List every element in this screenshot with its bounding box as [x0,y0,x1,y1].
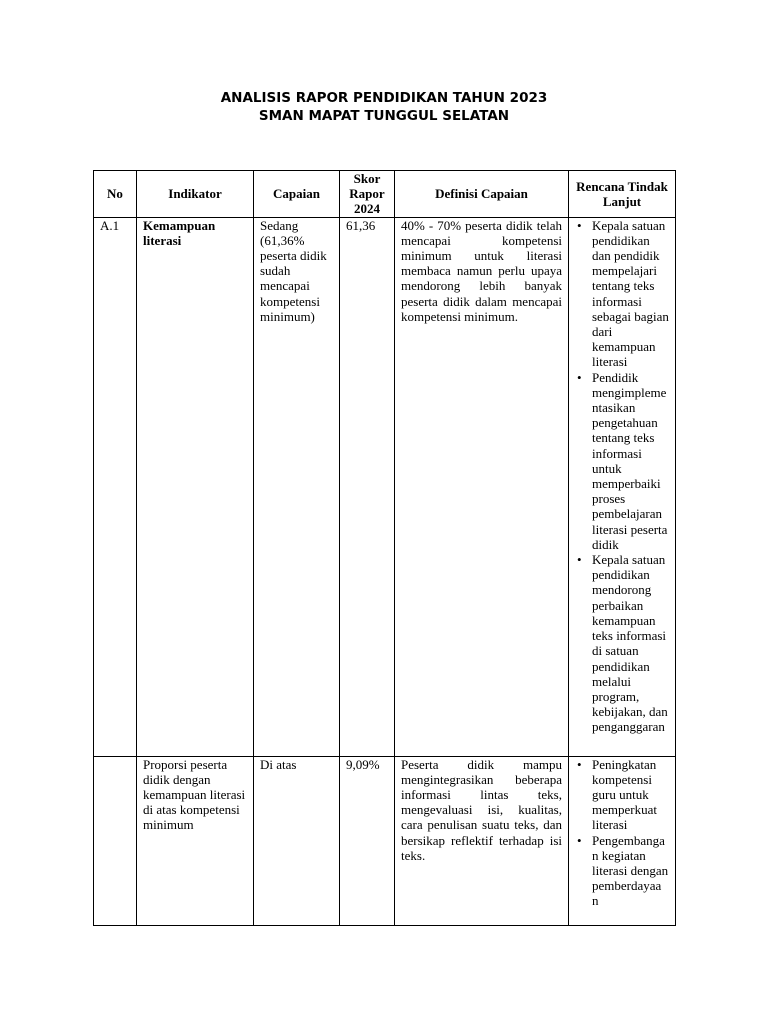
list-item: • Pengembanga n kegiatan literasi dengan pemberdayaa n [575,833,669,909]
header-definisi-capaian: Definisi Capaian [395,171,569,218]
cell-indikator: Kemampuan literasi [137,217,254,756]
title-line-1: ANALISIS RAPOR PENDIDIKAN TAHUN 2023 [220,90,548,106]
header-capaian: Capaian [254,171,340,218]
cell-definisi: 40% - 70% peserta didik telah mencapai kompetensi minimum untuk literasi membaca namun perlu upaya mendorong lebih banyak peserta didik dalam mencapai kompetensi minimum. [395,217,569,756]
list-item: • Kepala satuan pendidikan dan pendidik mempelajari tentang teks informasi sebagai bagian dari kemampuan literasi [575,218,669,370]
report-table [93,170,676,926]
list-item: • Peningkatan kompetensi guru untuk memperkuat literasi [575,757,669,833]
cell-definisi: Peserta didik mampu mengintegrasikan beberapa informasi lintas teks, mengevaluasi isi, kualitas, cara penulisan suatu teks, dan bersikap reflektif terhadap isi teks. [395,756,569,925]
table-row [94,756,676,925]
table-header-row [94,171,676,218]
list-item: • Kepala satuan pendidikan mendorong perbaikan kemampuan teks informasi di satuan pendidikan melalui program, kebijakan, dan penganggaran [575,552,669,734]
header-indikator: Indikator [137,171,254,218]
cell-rencana [569,756,676,925]
cell-capaian: Di atas [254,756,340,925]
list-item: • Pendidik mengimpleme ntasikan pengetahuan tentang teks informasi untuk memperbaiki proses pembelajaran literasi peserta didik [575,370,669,552]
table-row [94,217,676,756]
cell-no [94,756,137,925]
cell-skor: 9,09% [340,756,395,925]
cell-capaian: Sedang (61,36% peserta didik sudah mencapai kompetensi minimum) [254,217,340,756]
rencana-list [575,757,669,909]
cell-indikator: Proporsi peserta didik dengan kemampuan literasi di atas kompetensi minimum [137,756,254,925]
cell-skor: 61,36 [340,217,395,756]
rencana-list [575,218,669,735]
header-rencana-tindak-lanjut: Rencana Tindak Lanjut [569,171,676,218]
title-line-2: SMAN MAPAT TUNGGUL SELATAN [258,108,510,124]
header-skor-rapor: Skor Rapor 2024 [340,171,395,218]
page-title [0,89,768,125]
cell-no: A.1 [94,217,137,756]
header-no: No [94,171,137,218]
cell-rencana [569,217,676,756]
